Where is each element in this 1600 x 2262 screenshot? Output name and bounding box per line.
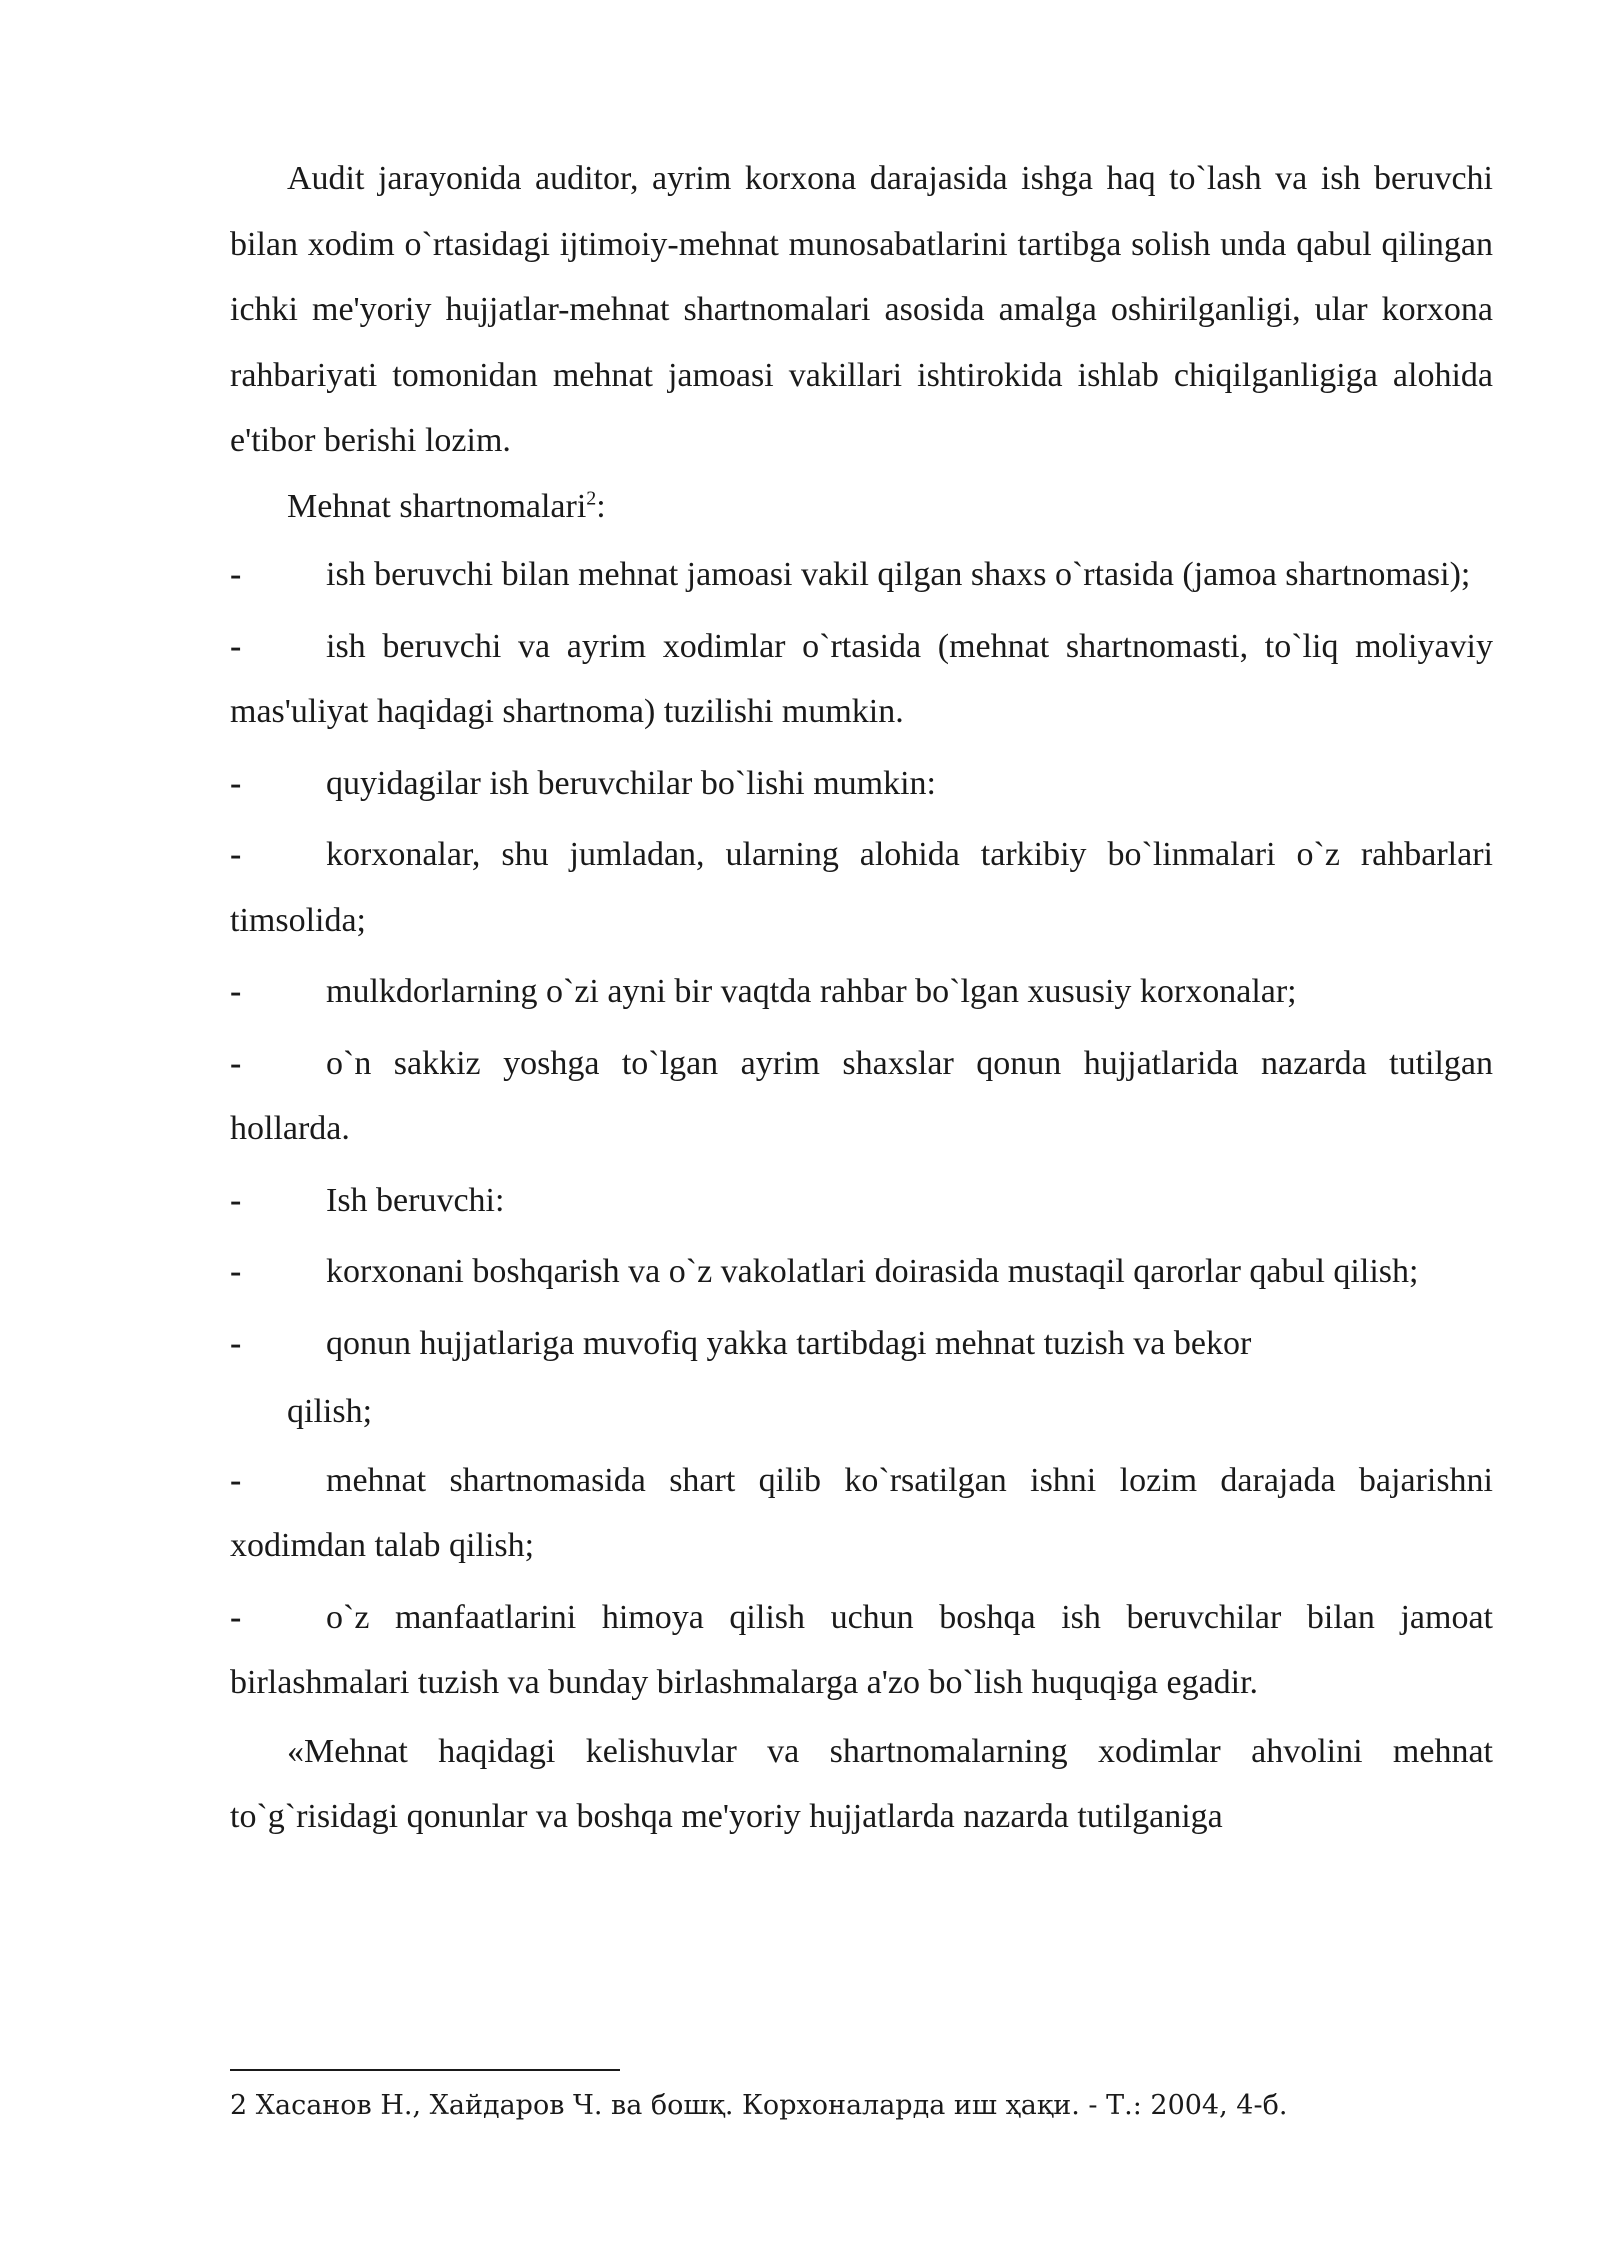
footnote-reference[interactable]: 2 (586, 487, 597, 510)
list-item (230, 819, 1493, 956)
paragraph-audit: Audit jarayonida auditor, ayrim korxona darajasida ishga haq to`lash va ish beruvchi bilan xodim o`rtasidagi ijtimoiy-mehnat munosabatlarini tartibga solish unda qabul qilingan ichki me'yoriy hujjatlar-mehnat shartnomalari asosida amalga oshirilganligi, ular korxona rahbariyati tomonidan mehnat jamoasi vakillari ishtirokida ishlab chiqilganligiga alohida e'tibor berishi lozim. (230, 160, 1493, 459)
list-item-text: ish beruvchi bilan mehnat jamoasi vakil qilgan shaxs o`rtasida (jamoa shartnomasi); (326, 556, 1471, 593)
list-item (230, 1445, 1493, 1582)
list-item-text: qonun hujjatlariga muvofiq yakka tartibdagi mehnat tuzish va bekor (326, 1324, 1252, 1362)
footnote: 2 Хасанов Н., Хайдаров Ч. ва бошқ. Корхоналарда иш ҳақи. - Т.: 2004, 4-б. (230, 2090, 1288, 2121)
bullet-marker: - (230, 764, 242, 802)
bullet-marker: - (230, 1461, 242, 1499)
document-body (230, 146, 1493, 1850)
bullet-marker: - (230, 1044, 242, 1082)
list-item-text: korxonalar, shu jumladan, ularning alohida tarkibiy bo`linmalari o`z rahbarlari timsolida; (230, 836, 1493, 939)
list-item-text: o`n sakkiz yoshga to`lgan ayrim shaxslar qonun hujjatlarida nazarda tutilgan hollarda. (230, 1044, 1493, 1147)
section-heading (230, 474, 1493, 540)
list-item-text: mehnat shartnomasida shart qilib ko`rsatilgan ishni lozim darajada bajarishni xodimdan talab qilish; (230, 1461, 1493, 1564)
list-item-text: Ish beruvchi: (326, 1181, 505, 1219)
list-item (230, 611, 1493, 748)
bullet-marker: - (230, 1253, 242, 1290)
bullet-marker: - (230, 1181, 242, 1219)
bullet-marker: - (230, 556, 242, 593)
bullet-marker: - (230, 1324, 242, 1362)
bullet-marker: - (230, 836, 242, 873)
bullet-marker: - (230, 627, 242, 665)
list-item-text: o`z manfaatlarini himoya qilish uchun boshqa ish beruvchilar bilan jamoat birlashmalari tuzish va bunday birlashmalarga a'zo bo`lish huquqiga egadir. (230, 1598, 1493, 1701)
list-item (230, 1582, 1493, 1719)
section-heading-suffix: : (596, 487, 606, 525)
list-item (230, 748, 1493, 820)
list-item-text: quyidagilar ish beruvchilar bo`lishi mumkin: (326, 764, 937, 802)
list-item-text: ish beruvchi va ayrim xodimlar o`rtasida (mehnat shartnomasti, to`liq moliyaviy mas'uliyat haqidagi shartnoma) tuzilishi mumkin. (230, 627, 1493, 730)
list-item (230, 1028, 1493, 1165)
list-item (230, 539, 1493, 611)
list-item (230, 1165, 1493, 1237)
footnote-separator (230, 2069, 620, 2071)
paragraph-closing: «Mehnat haqidagi kelishuvlar va shartnomalarning xodimlar ahvolini mehnat to`g`risidagi qonunlar va boshqa me'yoriy hujjatlarda nazarda tutilganiga (230, 1732, 1493, 1835)
bullet-marker: - (230, 973, 242, 1010)
list-item-text: korxonani boshqarish va o`z vakolatlari doirasida mustaqil qarorlar qabul qilish; (326, 1253, 1419, 1290)
list-item (230, 956, 1493, 1028)
list-item-text: mulkdorlarning o`zi ayni bir vaqtda rahbar bo`lgan xususiy korxonalar; (326, 973, 1297, 1010)
list-item-continuation: qilish; (287, 1393, 373, 1430)
list-item (230, 1236, 1493, 1308)
section-heading-text: Mehnat shartnomalari (287, 487, 587, 525)
list-item (230, 1308, 1493, 1380)
bullet-marker: - (230, 1598, 242, 1636)
